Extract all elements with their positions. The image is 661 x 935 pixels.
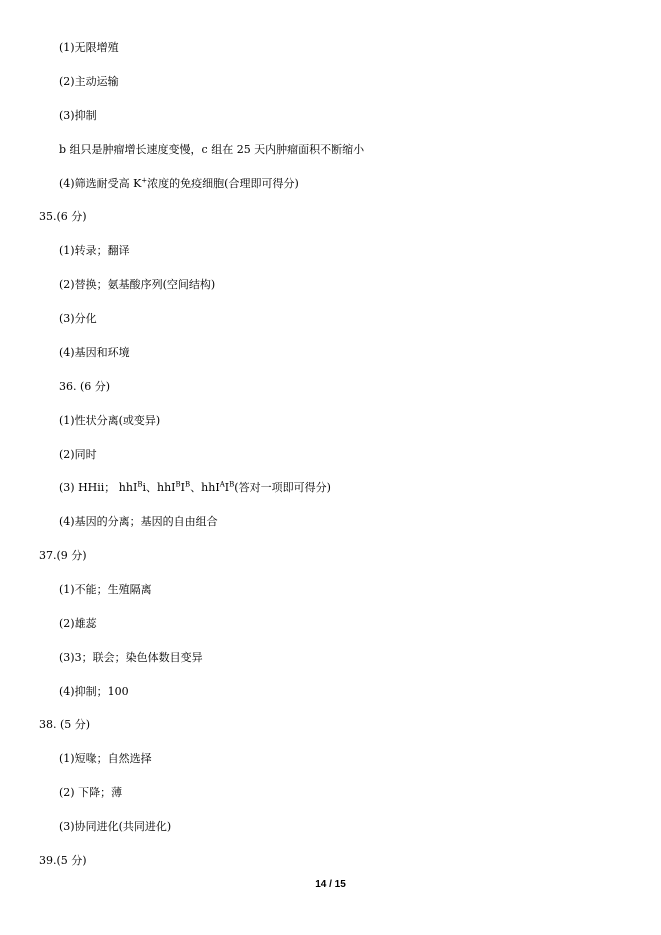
answer-text: (2)替换；氨基酸序列(空间结构) xyxy=(59,278,216,291)
answer-text: (2)雄蕊 xyxy=(59,617,97,630)
answer-text: (2)同时 xyxy=(59,448,97,461)
answer-line xyxy=(59,109,97,123)
answer-text: (3)分化 xyxy=(59,312,97,325)
question-heading xyxy=(39,210,87,224)
superscript: B xyxy=(175,480,181,489)
answer-text: i、hhI xyxy=(142,481,176,494)
answer-text: (4)基因和环境 xyxy=(59,346,130,359)
answer-text: (3)3；联会；染色体数目变异 xyxy=(59,651,203,664)
answer-line xyxy=(59,41,119,55)
answer-line xyxy=(59,75,119,89)
superscript: A xyxy=(219,480,225,489)
superscript: + xyxy=(141,176,148,185)
answer-line xyxy=(59,651,203,665)
answer-line xyxy=(59,177,299,191)
answer-line xyxy=(59,786,122,800)
answer-line xyxy=(59,312,97,326)
question-number: 36. (6 分) xyxy=(59,380,111,393)
answer-line xyxy=(59,617,97,631)
answer-text: (4)筛选耐受高 K xyxy=(59,177,142,190)
answer-line xyxy=(59,448,97,462)
answer-text: (答对一项即可得分) xyxy=(234,481,331,494)
question-heading xyxy=(39,549,87,563)
answer-line xyxy=(59,346,130,360)
answer-text: (4)基因的分离；基因的自由组合 xyxy=(59,515,218,528)
answer-line xyxy=(59,820,171,834)
question-number: 35.(6 分) xyxy=(39,210,87,223)
question-heading xyxy=(59,380,110,394)
superscript: B xyxy=(229,480,235,489)
answer-line xyxy=(59,752,152,766)
answer-text: (4)抑制；100 xyxy=(59,685,129,698)
answer-line xyxy=(59,414,160,428)
page-number xyxy=(0,879,661,891)
answer-text: (1)转录；翻译 xyxy=(59,244,130,257)
answer-text: (2) 下降；薄 xyxy=(59,786,123,799)
question-number: 39.(5 分) xyxy=(39,854,87,867)
answer-text: 浓度的免疫细胞(合理即可得分) xyxy=(147,177,299,190)
answer-text: I xyxy=(224,481,230,494)
answer-text: (2)主动运输 xyxy=(59,75,119,88)
answer-line xyxy=(59,143,364,157)
answer-text: (3)抑制 xyxy=(59,109,97,122)
question-number: 38. (5 分) xyxy=(39,718,91,731)
answer-line xyxy=(59,244,130,258)
question-heading xyxy=(39,718,90,732)
answer-line xyxy=(59,685,129,699)
superscript: B xyxy=(137,480,143,489)
answer-text: b 组只是肿瘤增长速度变慢，c 组在 25 天内肿瘤面积不断缩小 xyxy=(59,143,365,156)
answer-text: 、hhI xyxy=(190,481,220,494)
answer-text: (1)无限增殖 xyxy=(59,41,119,54)
superscript: B xyxy=(185,480,191,489)
answer-line xyxy=(59,481,331,495)
page-number-text: 14 / 15 xyxy=(315,879,346,890)
answer-text: I xyxy=(180,481,186,494)
answer-text: (1)不能；生殖隔离 xyxy=(59,583,152,596)
answer-line xyxy=(59,278,215,292)
answer-line xyxy=(59,515,218,529)
answer-text: (1)短喙；自然选择 xyxy=(59,752,152,765)
answer-text: (3) HHii； hhI xyxy=(59,481,138,494)
answer-text: (3)协同进化(共同进化) xyxy=(59,820,172,833)
question-heading xyxy=(39,854,87,868)
answer-line xyxy=(59,583,152,597)
answer-text: (1)性状分离(或变异) xyxy=(59,414,161,427)
question-number: 37.(9 分) xyxy=(39,549,87,562)
